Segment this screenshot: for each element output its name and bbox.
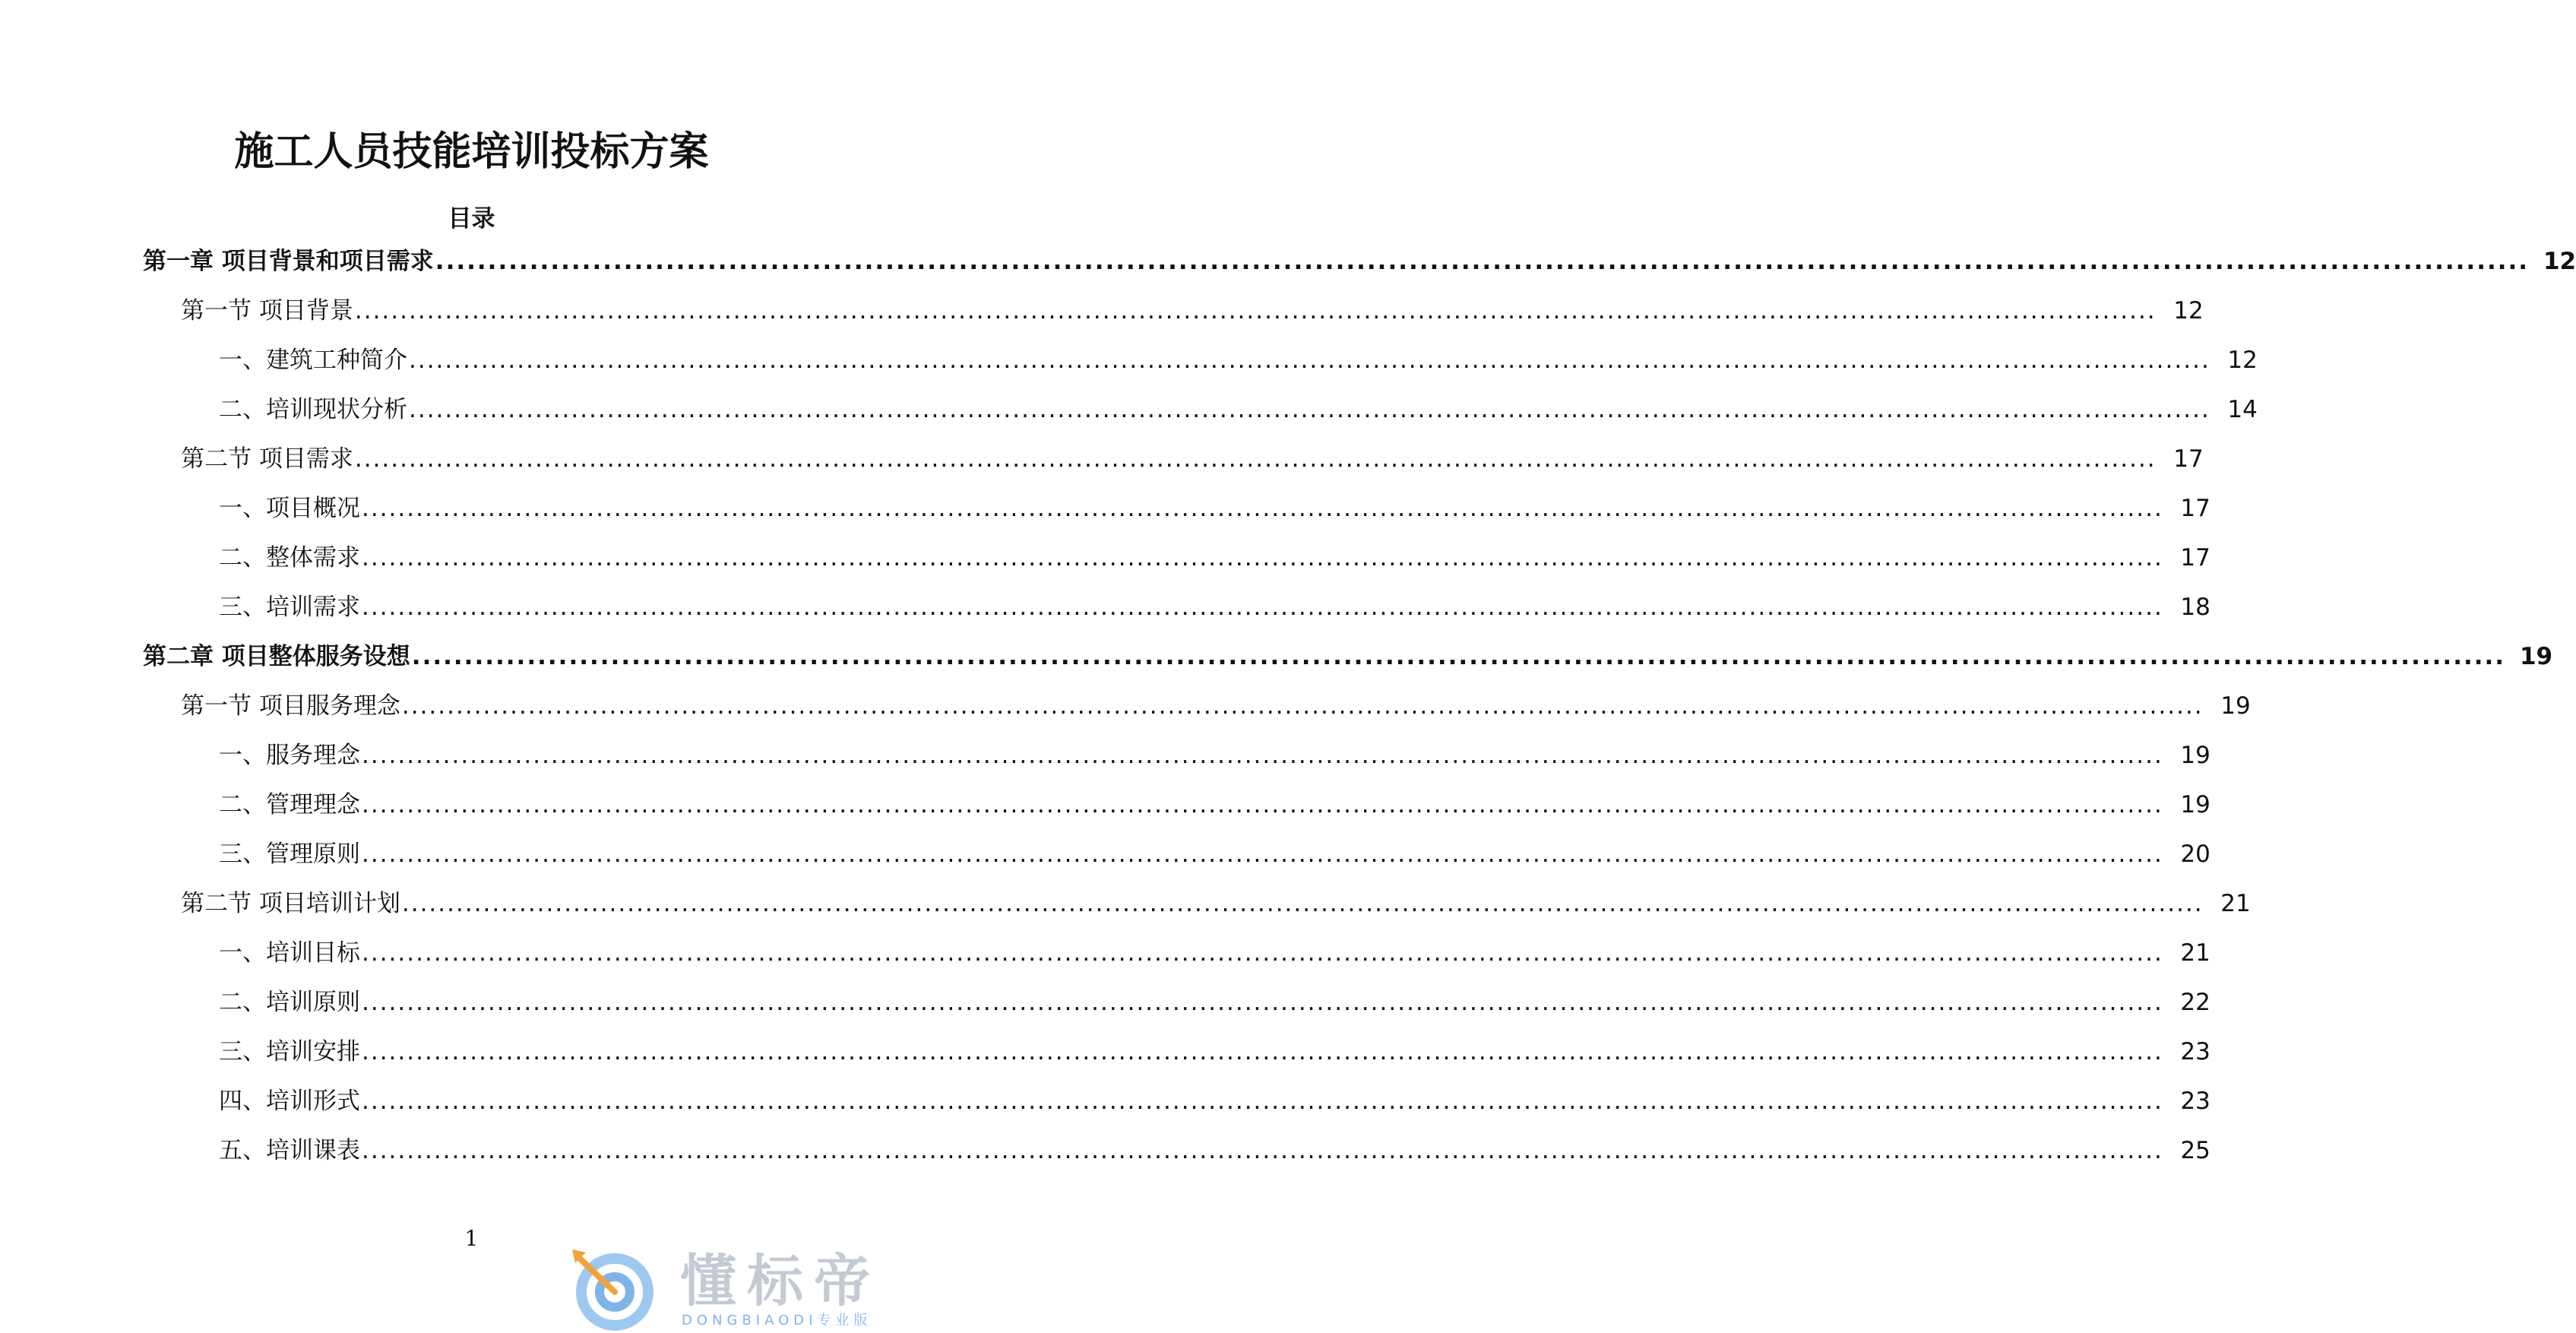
toc-entry-page: 12 — [2227, 347, 2258, 374]
toc-entry[interactable] — [0, 493, 2210, 543]
toc-entry-label: 五、培训课表 — [219, 1137, 360, 1164]
toc-entry-page: 14 — [2227, 396, 2258, 423]
toc-entry-page: 19 — [2220, 692, 2251, 720]
toc-entry-page: 18 — [2180, 594, 2210, 621]
toc-entry-page: 17 — [2180, 544, 2210, 572]
toc-entry-label: 一、培训目标 — [219, 939, 360, 967]
toc-entry[interactable] — [0, 790, 2210, 839]
toc-entry-label: 一、服务理念 — [219, 742, 360, 769]
toc-entry[interactable] — [0, 691, 2251, 740]
toc-entry-label: 二、培训原则 — [219, 989, 360, 1016]
toc-dot-leader: ........................................................................................................................................................................................................ — [362, 791, 2163, 818]
toc-entry-label: 三、培训安排 — [219, 1038, 360, 1065]
toc-entry[interactable] — [0, 543, 2210, 592]
toc-entry-label: 二、培训现状分析 — [219, 396, 407, 423]
target-arrow-icon — [566, 1246, 657, 1333]
toc-dot-leader: ........................................................................................................................................................................................................ — [362, 939, 2163, 967]
toc-entry-label: 第一章 项目背景和项目需求 — [143, 248, 434, 275]
toc-entry-label: 三、培训需求 — [219, 594, 360, 621]
toc-entry[interactable] — [0, 641, 2553, 691]
toc-dot-leader: ........................................................................................................................................................................................................ — [362, 495, 2163, 522]
toc-dot-leader: ........................................................................................................................................................................................................ — [362, 989, 2163, 1016]
toc-entry-page: 21 — [2220, 890, 2251, 917]
toc-entry-label: 二、管理理念 — [219, 791, 360, 818]
toc-entry-page: 25 — [2180, 1137, 2210, 1164]
toc-entry-page: 20 — [2180, 841, 2210, 868]
toc-dot-leader: ........................................................................................................................................................................................................ — [362, 1137, 2163, 1164]
toc-entry-page: 12 — [2543, 248, 2576, 275]
toc-entry-label: 一、建筑工种简介 — [219, 347, 407, 374]
table-of-contents — [0, 246, 2576, 1185]
toc-dot-leader: ........................................................................................................................................................................................................ — [411, 643, 2506, 670]
toc-entry-label: 第二节 项目需求 — [181, 445, 353, 473]
toc-dot-leader: ........................................................................................................................................................................................................ — [362, 594, 2163, 621]
toc-entry[interactable] — [0, 938, 2210, 987]
toc-entry-label: 一、项目概况 — [219, 495, 360, 522]
toc-entry[interactable] — [0, 345, 2258, 394]
toc-entry-label: 三、管理原则 — [219, 841, 360, 868]
toc-dot-leader: ........................................................................................................................................................................................................ — [362, 1038, 2163, 1065]
toc-entry-page: 19 — [2180, 742, 2210, 769]
toc-heading: 目录 — [448, 205, 495, 233]
toc-entry[interactable] — [0, 246, 2576, 296]
toc-entry[interactable] — [0, 296, 2204, 345]
toc-entry[interactable] — [0, 1135, 2210, 1185]
toc-entry-page: 23 — [2180, 1088, 2210, 1115]
toc-entry[interactable] — [0, 444, 2204, 493]
toc-entry-label: 第二节 项目培训计划 — [181, 890, 400, 917]
watermark-subtitle: DONGBIAODI专业版 — [682, 1312, 872, 1328]
toc-entry-page: 17 — [2173, 445, 2204, 473]
toc-entry-page: 19 — [2180, 791, 2210, 818]
toc-dot-leader: ........................................................................................................................................................................................................ — [362, 841, 2163, 868]
toc-dot-leader: ........................................................................................................................................................................................................ — [354, 297, 2157, 325]
toc-dot-leader: ........................................................................................................................................................................................................ — [409, 396, 2210, 423]
toc-entry[interactable] — [0, 987, 2210, 1037]
toc-dot-leader: ........................................................................................................................................................................................................ — [435, 248, 2530, 275]
toc-entry[interactable] — [0, 839, 2210, 888]
toc-dot-leader: ........................................................................................................................................................................................................ — [401, 692, 2204, 720]
toc-entry-label: 四、培训形式 — [219, 1088, 360, 1115]
toc-entry-label: 第二章 项目整体服务设想 — [143, 643, 410, 670]
toc-entry-label: 二、整体需求 — [219, 544, 360, 572]
toc-dot-leader: ........................................................................................................................................................................................................ — [362, 742, 2163, 769]
toc-entry[interactable] — [0, 592, 2210, 641]
toc-dot-leader: ........................................................................................................................................................................................................ — [362, 1088, 2163, 1115]
toc-entry-page: 22 — [2180, 989, 2210, 1016]
toc-dot-leader: ........................................................................................................................................................................................................ — [409, 347, 2210, 374]
document-title: 施工人员技能培训投标方案 — [234, 129, 709, 175]
toc-entry[interactable] — [0, 394, 2258, 444]
toc-entry-page: 23 — [2180, 1038, 2210, 1065]
toc-dot-leader: ........................................................................................................................................................................................................ — [401, 890, 2204, 917]
toc-dot-leader: ........................................................................................................................................................................................................ — [362, 544, 2163, 572]
toc-entry-label: 第一节 项目背景 — [181, 297, 353, 325]
page-number: 1 — [464, 1226, 479, 1251]
toc-entry-page: 21 — [2180, 939, 2210, 967]
toc-entry-page: 19 — [2519, 643, 2553, 670]
toc-entry[interactable] — [0, 740, 2210, 790]
watermark-brand: 懂标帝 — [680, 1249, 881, 1314]
toc-entry-label: 第一节 项目服务理念 — [181, 692, 400, 720]
toc-entry[interactable] — [0, 888, 2251, 938]
toc-entry[interactable] — [0, 1086, 2210, 1135]
watermark — [566, 1246, 931, 1333]
toc-entry-page: 17 — [2180, 495, 2210, 522]
toc-dot-leader: ........................................................................................................................................................................................................ — [354, 445, 2157, 473]
toc-entry[interactable] — [0, 1037, 2210, 1086]
toc-entry-page: 12 — [2173, 297, 2204, 325]
